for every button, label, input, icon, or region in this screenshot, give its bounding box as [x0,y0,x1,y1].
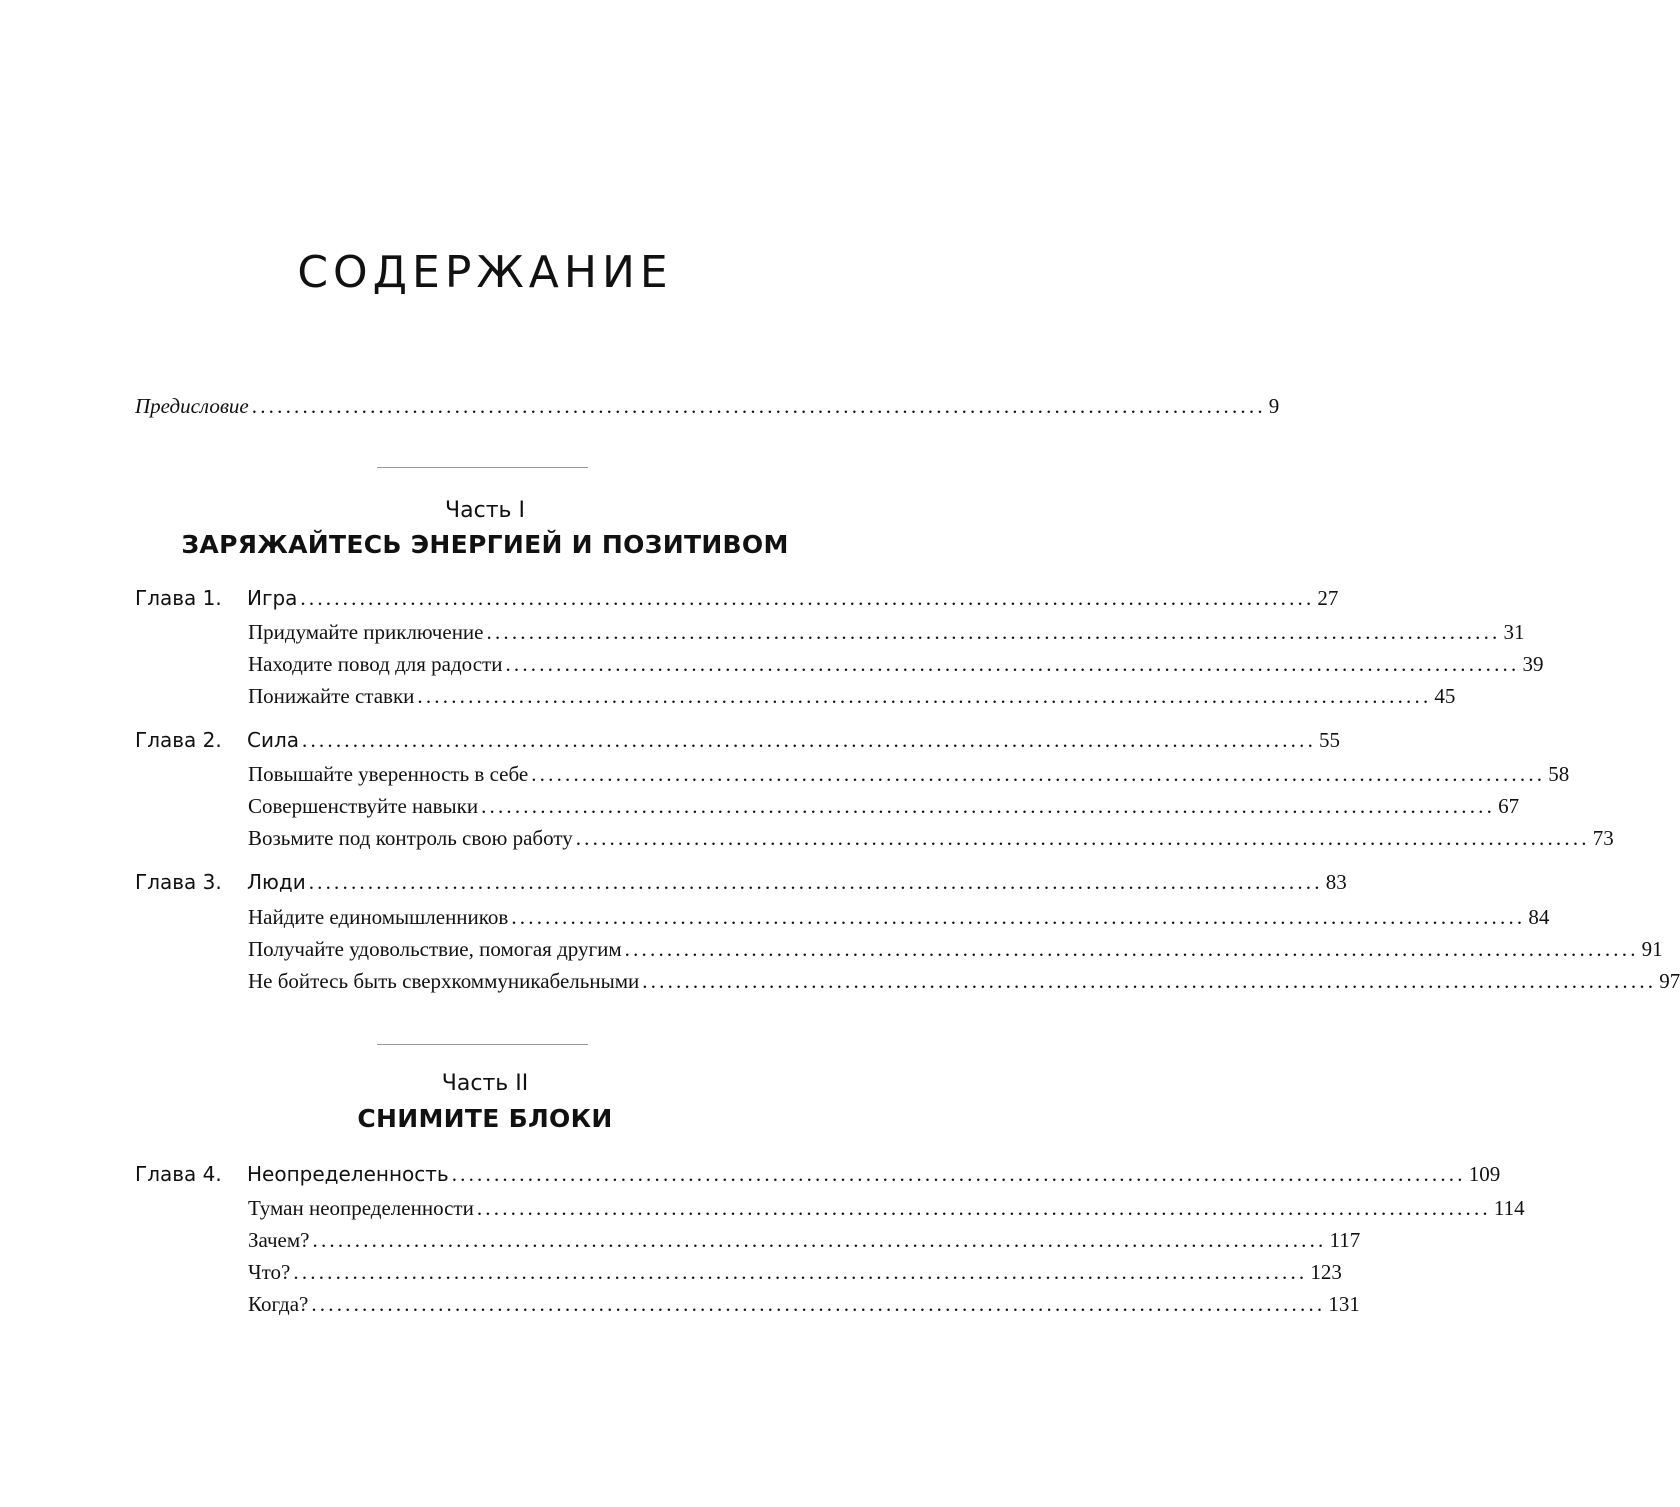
section-title: Не бойтесь быть сверхкоммуникабельными [248,969,640,993]
section-page-number: 45 [1434,684,1456,708]
toc-entry-section[interactable] [248,758,1570,790]
section-title: Получайте удовольствие, помогая другим [248,937,622,961]
section-page-number: 58 [1548,762,1570,786]
chapter-number: Глава 3. [135,870,222,894]
dot-leader: ........................................................................................................................ [451,1162,1466,1186]
section-title: Что? [248,1260,291,1284]
chapter-title: Сила [247,728,300,752]
section-title: Зачем? [248,1228,310,1252]
dot-leader: ........................................................................................................................ [300,586,1315,610]
toc-entry-section[interactable] [248,965,1680,997]
dot-leader: ........................................................................................................................ [624,937,1639,961]
part-1-label: Часть I [445,498,525,523]
section-title: Придумайте приключение [248,620,484,644]
section-page-number: 39 [1522,652,1544,676]
dot-leader: ........................................................................................................................ [308,870,1323,894]
section-title: Понижайте ставки [248,684,415,708]
dot-leader: ........................................................................................................................ [531,762,1546,786]
toc-entry-section[interactable] [248,901,1550,933]
preface-page-number: 9 [1268,394,1280,418]
section-title: Когда? [248,1292,309,1316]
section-page-number: 117 [1329,1228,1361,1252]
part-1-title: ЗАРЯЖАЙТЕСЬ ЭНЕРГИЕЙ И ПОЗИТИВОМ [181,530,789,559]
toc-entry-section[interactable] [248,680,1456,712]
page-title: СОДЕРЖАНИЕ [297,247,673,298]
part-2-label: Часть II [441,1071,529,1096]
dot-leader: ........................................................................................................................ [312,1228,1327,1252]
dot-leader: ........................................................................................................................ [481,794,1496,818]
section-page-number: 84 [1528,905,1550,929]
dot-leader: ........................................................................................................................ [302,728,1317,752]
chapter-page-number: 55 [1319,728,1341,752]
chapter-page-number: 27 [1317,586,1339,610]
section-title: Совершенствуйте навыки [248,794,479,818]
section-page-number: 67 [1498,794,1520,818]
dot-leader: ........................................................................................................................ [251,394,1266,418]
toc-entry-chapter-1[interactable] [135,582,1339,614]
section-page-number: 97 [1659,969,1680,993]
toc-entry-section[interactable] [248,1256,1342,1288]
dot-leader: ........................................................................................................................ [575,826,1590,850]
section-page-number: 131 [1328,1292,1360,1316]
toc-entry-section[interactable] [248,616,1525,648]
section-page-number: 31 [1503,620,1525,644]
chapter-page-number: 83 [1325,870,1347,894]
section-title: Находите повод для радости [248,652,503,676]
section-title: Туман неопределенности [248,1196,474,1220]
section-page-number: 114 [1493,1196,1525,1220]
toc-entry-chapter-2[interactable] [135,724,1341,756]
toc-entry-section[interactable] [248,1288,1360,1320]
chapter-title: Неопределенность [247,1162,449,1186]
dot-leader: ........................................................................................................................ [293,1260,1308,1284]
section-page-number: 91 [1641,937,1663,961]
section-page-number: 123 [1310,1260,1342,1284]
toc-entry-section[interactable] [248,648,1544,680]
chapter-number: Глава 4. [135,1162,222,1186]
toc-entry-chapter-3[interactable] [135,866,1347,898]
part-2-title: СНИМИТЕ БЛОКИ [357,1104,613,1133]
section-title: Возьмите под контроль свою работу [248,826,573,850]
section-page-number: 73 [1592,826,1614,850]
chapter-number: Глава 2. [135,728,222,752]
chapter-page-number: 109 [1468,1162,1501,1186]
toc-entry-section[interactable] [248,790,1520,822]
part-2-divider [377,1044,588,1045]
toc-entry-preface[interactable] [135,390,1280,422]
dot-leader: ........................................................................................................................ [311,1292,1326,1316]
part-1-divider [377,467,588,468]
chapter-title: Игра [247,586,298,610]
dot-leader: ........................................................................................................................ [486,620,1501,644]
dot-leader: ........................................................................................................................ [417,684,1432,708]
toc-entry-section[interactable] [248,1224,1361,1256]
dot-leader: ........................................................................................................................ [511,905,1526,929]
toc-entry-chapter-4[interactable] [135,1158,1501,1190]
dot-leader: ........................................................................................................................ [505,652,1520,676]
chapter-number: Глава 1. [135,586,222,610]
section-title: Найдите единомышленников [248,905,509,929]
toc-entry-section[interactable] [248,1192,1525,1224]
toc-entry-section[interactable] [248,822,1614,854]
section-title: Повышайте уверенность в себе [248,762,529,786]
toc-entry-section[interactable] [248,933,1663,965]
dot-leader: ........................................................................................................................ [476,1196,1491,1220]
chapter-title: Люди [247,870,306,894]
preface-label: Предисловие [135,394,249,418]
dot-leader: ........................................................................................................................ [642,969,1657,993]
